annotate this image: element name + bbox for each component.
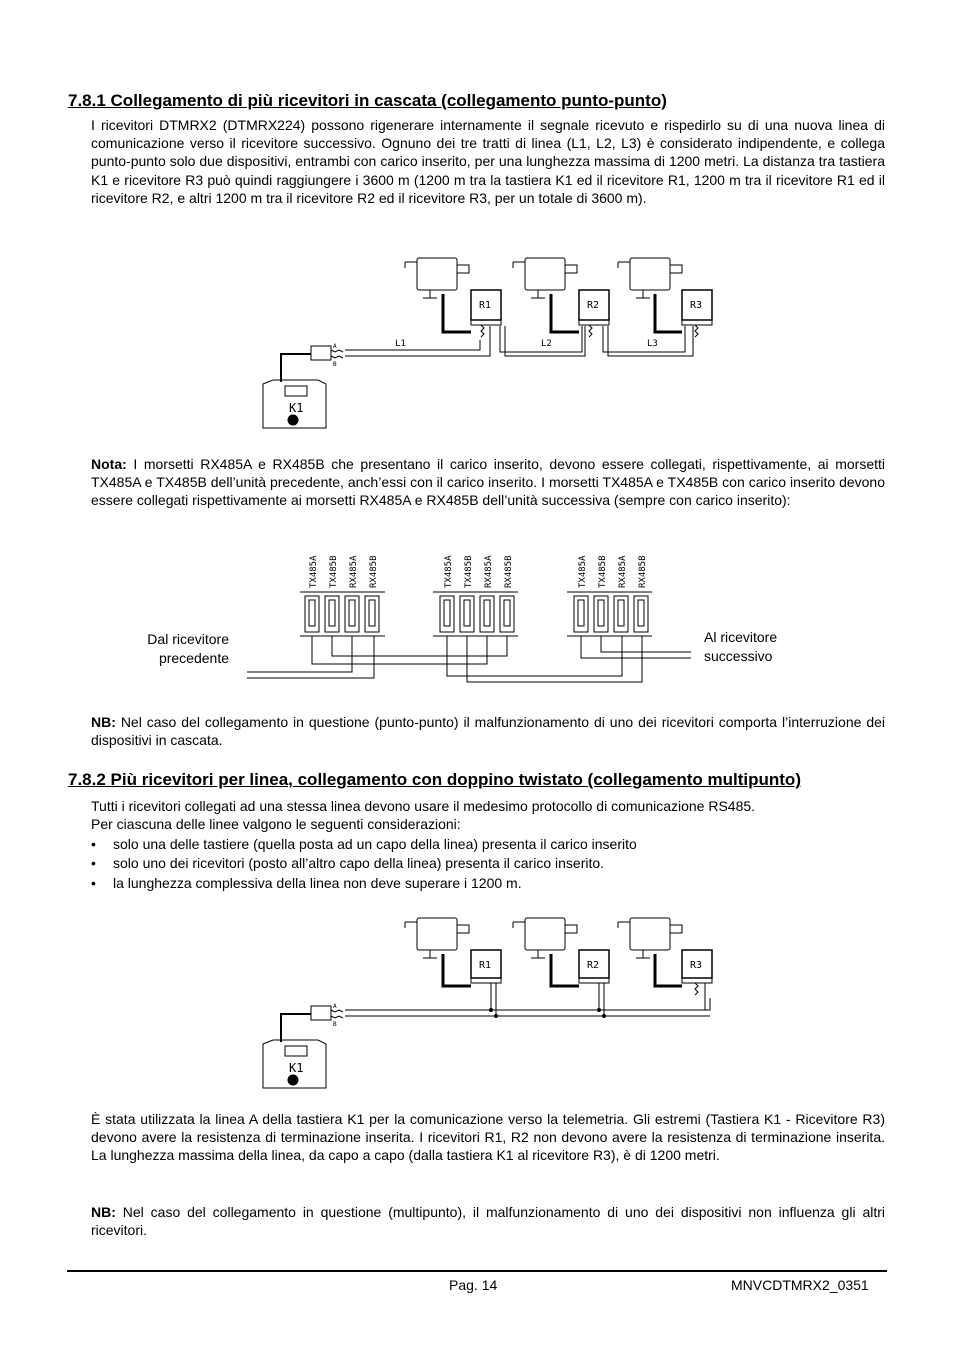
- section-782-intro-2: Per ciascuna delle linee valgono le seguenti considerazioni:: [91, 816, 461, 832]
- camera-unit-3: [618, 918, 682, 958]
- receiver-label: R1: [479, 960, 492, 971]
- camera-unit-2: [513, 258, 577, 298]
- bullet-item: • solo una delle tastiere (quella posta ad un capo della linea) presenta il carico inserito: [91, 836, 637, 852]
- left-caption: [135, 630, 229, 668]
- terminal-wiring-diagram: [245, 548, 695, 688]
- nb-paragraph-2: [91, 1203, 885, 1239]
- bullet-item: • la lunghezza complessiva della linea non deve superare i 1200 m.: [91, 875, 522, 891]
- camera-unit-3: [618, 258, 682, 298]
- right-caption-line-1: Al ricevitore: [704, 629, 778, 645]
- right-caption-line-2: successivo: [704, 648, 773, 664]
- receiver-label: R2: [587, 300, 600, 311]
- section-heading-781: 7.8.1 Collegamento di più ricevitori in cascata (collegamento punto-punto): [68, 91, 667, 110]
- terminal-label: TX485B: [329, 555, 339, 588]
- terminal-label: RX485B: [369, 555, 379, 588]
- bullet-icon: •: [91, 875, 96, 891]
- terminal-label: RX485A: [484, 555, 494, 588]
- terminal-label: TX485A: [444, 555, 454, 588]
- nb-label: NB:: [91, 714, 116, 730]
- document-code: MNVCDTMRX2_0351: [731, 1277, 869, 1293]
- nb-paragraph: [91, 713, 885, 749]
- camera-unit-1: [405, 918, 469, 958]
- bullet-icon: •: [91, 855, 96, 871]
- section-782-intro-1: Tutti i ricevitori collegati ad una stessa linea devono usare il medesimo protocollo di comunicazione RS485.: [91, 798, 756, 814]
- terminal-label: RX485B: [504, 555, 514, 588]
- multipoint-wiring-diagram: [255, 910, 725, 1100]
- right-caption: [704, 628, 777, 666]
- terminal-label: RX485A: [349, 555, 359, 588]
- terminal-label: TX485A: [578, 555, 588, 588]
- receiver-label: R3: [690, 960, 703, 971]
- camera-unit-2: [513, 918, 577, 958]
- terminal-label: TX485B: [598, 555, 608, 588]
- note-label: Nota:: [91, 456, 127, 472]
- note-text: I morsetti RX485A e RX485B che presentano il carico inserito, devono essere collegati, rispettivamente, ai morsetti TX485A e TX485B dell’unità precedente, anch’essi con il carico inserito. I morsetti TX485A e TX485B con carico inserito devono essere collegati rispettivamente ai morsetti RX485A e RX485B dell’unità successiva (sempre con carico inserito):: [91, 456, 885, 509]
- terminal-label: TX485A: [309, 555, 319, 588]
- nb-text: Nel caso del collegamento in questione (punto-punto) il malfunzionamento di uno dei ricevitori comporta l’interruzione dei dispositivi in cascata.: [91, 714, 885, 749]
- bullet-icon: •: [91, 836, 96, 852]
- section-heading-782: 7.8.2 Più ricevitori per linea, collegamento con doppino twistato (collegamento multipunto): [68, 770, 801, 789]
- keyboard-label: K1: [289, 1061, 304, 1075]
- pin-label: A: [333, 343, 337, 350]
- line-label: L1: [395, 339, 406, 349]
- page-number: Pag. 14: [449, 1277, 498, 1293]
- nb-text: Nel caso del collegamento in questione (multipunto), il malfunzionamento di uno dei dispositivi non influenza gli altri ricevitori.: [91, 1204, 885, 1239]
- line-label: L3: [647, 339, 658, 349]
- line-label: L2: [541, 339, 552, 349]
- keyboard-label: K1: [289, 401, 304, 415]
- pin-label: B: [333, 1021, 337, 1028]
- receiver-label: R2: [587, 960, 600, 971]
- left-caption-line-2: precedente: [158, 650, 229, 666]
- multipoint-description: È stata utilizzata la linea A della tastiera K1 per la comunicazione verso la telemetria. Gli estremi (Tastiera K1 - Ricevitore R3) devono avere la resistenza di terminazione inserita. I ricevitori R1, R2 non devono avere la resistenza di terminazione inserita. La lunghezza massima della linea, da capo a capo (dalla tastiera K1 al ricevitore R3), è di 1200 metri.: [91, 1111, 885, 1164]
- camera-unit-1: [405, 258, 469, 298]
- left-caption-line-1: Dal ricevitore: [147, 631, 229, 647]
- footer-rule: [67, 1270, 887, 1272]
- terminal-label: TX485B: [464, 555, 474, 588]
- receiver-label: R1: [479, 300, 492, 311]
- terminal-label: RX485B: [638, 555, 648, 588]
- nb-label: NB:: [91, 1204, 116, 1220]
- receiver-label: R3: [690, 300, 703, 311]
- note-paragraph: [91, 455, 885, 510]
- bullet-item: • solo uno dei ricevitori (posto all’altro capo della linea) presenta il carico inserito.: [91, 855, 605, 871]
- pin-label: B: [333, 361, 337, 368]
- cascade-wiring-diagram: [255, 250, 725, 440]
- section-781-body: I ricevitori DTMRX2 (DTMRX224) possono rigenerare internamente il segnale ricevuto e rispedirlo su di una nuova linea di comunicazione verso il ricevitore successivo. Ognuno dei tre tratti di linea (L1, L2, L3) è considerato indipendente, e collega punto-punto solo due dispositivi, entrambi con carico inserito, per una lunghezza massima di 1200 metri. La distanza tra tastiera K1 e ricevitore R3 può quindi raggiungere i 3600 m (1200 m tra la tastiera K1 ed il ricevitore R1, 1200 m tra il ricevitore R1 ed il ricevitore R2, e altri 1200 m tra il ricevitore R2 ed il ricevitore R3, per un totale di 3600 m).: [91, 117, 885, 206]
- terminal-label: RX485A: [618, 555, 628, 588]
- pin-label: A: [333, 1003, 337, 1010]
